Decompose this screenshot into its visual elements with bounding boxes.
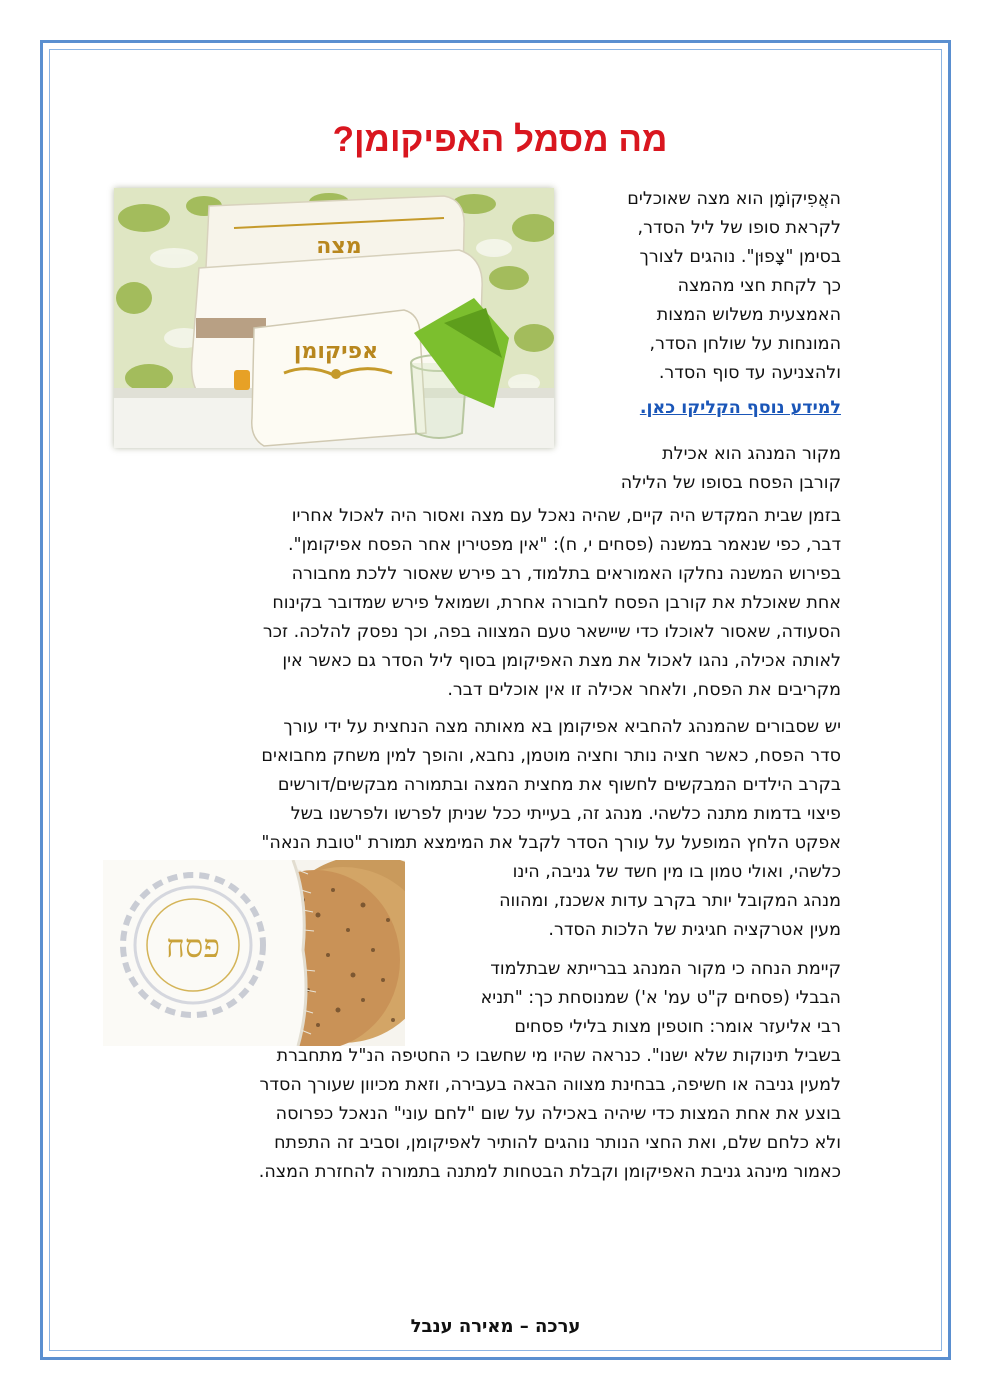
text-line: לקראת סופו של ליל הסדר,: [637, 218, 841, 238]
cover-bag-label: אפיקומן: [293, 339, 379, 364]
text-line: ולהצניעה עד סוף הסדר.: [658, 363, 841, 383]
cover-top-label: מצה: [316, 234, 362, 259]
text-line: יש שסבורים שהמנהג להחביא אפיקומן בא מאותה מצה הנחצית על ידי עורך: [283, 717, 841, 737]
text-line: הבבלי (פסחים ק"ט עמ' א') שמנוסחת כך: "תניא: [480, 988, 841, 1008]
text-line: בקרב הילדים המבקשים לחשוף את מחצית המצה ובתמורה מבקשים/דורשים: [277, 775, 841, 795]
text-line: למעין גניבה או חשיפה, בבחינת מצווה הבאה בעבירה, וזאת מכיוון שעורך הסדר: [259, 1075, 841, 1095]
more-info-link[interactable]: למידע נוסף הקליקו כאן.: [639, 398, 841, 418]
text-line: מעין אטרקציה חגיגית של הלכות הסדר.: [548, 920, 841, 940]
source-paragraph-narrow: [411, 955, 841, 1042]
text-line: רבי אליעזר אומר: חוטפין מצות בלילי פסחים: [514, 1017, 841, 1037]
text-line: האמצעית משלוש המצות: [656, 305, 841, 325]
text-line: מקריבים את הפסח, ולאחר אכילה זו אין אוכלים דבר.: [447, 680, 841, 700]
text-line: בסימן "צָפוּן". נוהגים לצורך: [639, 247, 841, 267]
text-line: בפירוש המשנה נחלקו האמוראים בתלמוד, רב פירש שאסור ללכת מחבורה: [291, 564, 841, 584]
text-line: בשביל תינוקות שלא ישנו". כנראה שהיו מי שחשבו כי החטיפה הנ"ל מתחברת: [276, 1046, 841, 1066]
text-line: סדר הפסח, כאשר חציה נותר וחציה מוטמן, נחבא, והופך למין משחק מחבואים: [261, 746, 841, 766]
text-line: כך לקחת חצי מהמצה: [677, 276, 841, 296]
text-line: כלשהי, ואולי טמון בו מין חשד של גניבה, הינו: [512, 862, 841, 882]
text-line: המונחות על שולחן הסדר,: [649, 334, 841, 354]
text-line: פיצוי בדמות מתנה כלשהי. מנהג זה, בעייתי ככל שניתן לפרשו ולפרשנו בשל: [290, 804, 841, 824]
text-line: האֲפִיקוֹמָן הוא מצה שאוכלים: [627, 189, 841, 209]
source-paragraph: [149, 1042, 841, 1187]
text-line: מנהג המקובל יותר בקרב עדות אשכנז, ומהווה: [499, 891, 841, 911]
text-line: קיימת הנחה כי מקור המנהג בברייתא שבתלמוד: [490, 959, 841, 979]
text-line: בזמן שבית המקדש היה קיים, שהיה נאכל עם מצה ואסור היה לאכול אחריו: [291, 506, 841, 526]
pesach-cover-photo: [103, 860, 405, 1046]
text-line: מקור המנהג הוא אכילת: [662, 444, 841, 464]
page-title: מה מסמל האפיקומן?: [332, 120, 668, 159]
hiding-custom-paragraph: [149, 713, 841, 858]
text-line: הסעודה, שאסור לאוכלו כדי שיישאר טעם המצווה בפה, וכך נפסק להלכה. זכר: [262, 622, 841, 642]
text-line: ולא כלחם שלם, ואת החצי הנותר נוהגים להותיר לאפיקומן, וסביב זה התפתח: [274, 1133, 841, 1153]
text-line: אפקט הלחץ המופעל על עורך הסדר לקבל את המימצא תמורת "טובת הנאה": [261, 833, 841, 853]
text-line: אחת שאוכלת את קורבן הפסח לחבורה אחרת, ושמואל פירש שמדובר בקינוח: [272, 593, 841, 613]
cover-pesach-label: פסח: [166, 927, 220, 965]
origin-paragraph-narrow: [573, 440, 841, 498]
matzah-covers-photo: [114, 188, 554, 448]
intro-paragraph: [573, 185, 841, 388]
text-line: קורבן הפסח בסופו של הלילה: [620, 473, 841, 493]
text-line: לאותה אכילה, נהגו לאכול את מצת האפיקומן בסוף ליל הסדר גם כאשר אין: [282, 651, 841, 671]
hiding-custom-paragraph-narrow: [411, 858, 841, 945]
text-line: דבר, כפי שנאמר במשנה (פסחים י, ח): "אין מפטירין אחר הפסח אפיקומן".: [287, 535, 841, 555]
text-line: כאמור מינהג גניבת האפיקומן וקבלת הבטחות למתנה בתמורה להחזרת המצה.: [258, 1162, 841, 1182]
origin-paragraph: [149, 502, 841, 705]
text-line: בוצע את אחת המצות כדי שיהיה באכילה על שום "לחם עוני" הנאכל כפרוסה: [275, 1104, 841, 1124]
author-credit: ערכה – מאירה ענבל: [410, 1316, 581, 1337]
